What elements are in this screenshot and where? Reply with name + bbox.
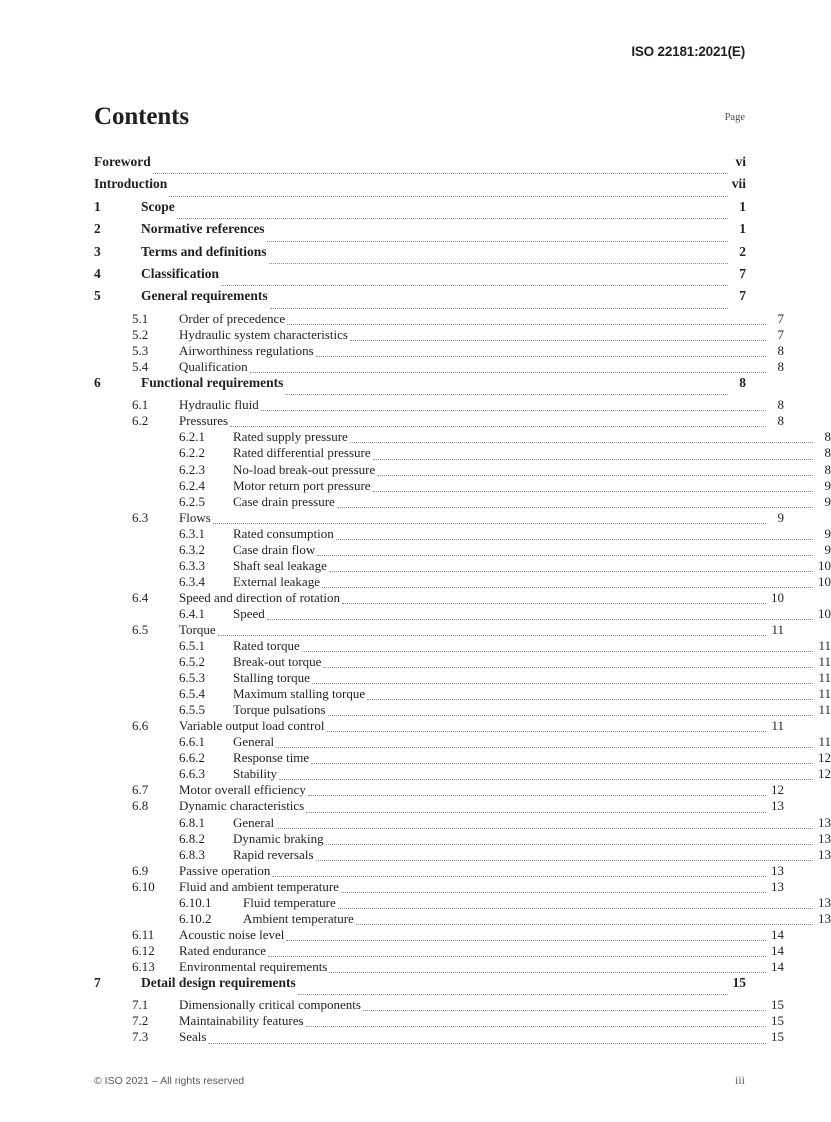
toc-entry-page-number: 15 [771, 1029, 784, 1045]
toc-entry-label: Seals [179, 1029, 207, 1045]
toc-entry-label: Rapid reversals [233, 846, 314, 862]
toc-entry-page-number: 8 [777, 397, 784, 413]
toc-dot-leader [279, 778, 813, 780]
toc-dot-leader [327, 730, 767, 732]
toc-entry-page-number: 1 [739, 221, 746, 237]
toc-dot-leader [350, 339, 766, 341]
toc-entry-6-2-4[interactable] [94, 478, 831, 494]
toc-entry-page-number: 14 [771, 942, 784, 958]
toc-entry-number: 6.6.1 [179, 734, 205, 750]
toc-entry-number: 7.3 [132, 1029, 149, 1045]
toc-entry-page-number: 11 [818, 702, 831, 718]
toc-entry-page-number: 11 [818, 638, 831, 654]
toc-dot-leader [326, 843, 813, 845]
toc-entry-label: Classification [141, 265, 220, 281]
toc-entry-7[interactable] [94, 975, 746, 997]
toc-entry-number: 2 [94, 221, 101, 237]
toc-entry-label: Break-out torque [233, 654, 322, 670]
toc-entry-number: 6.6.2 [179, 750, 205, 766]
toc-entry-6-2[interactable] [94, 413, 784, 429]
toc-entry-page-number: 11 [818, 734, 831, 750]
toc-entry-page-number: 8 [777, 342, 784, 358]
toc-entry-label: Case drain pressure [233, 493, 335, 509]
toc-entry-6-5-4[interactable] [94, 686, 831, 702]
toc-entry-6-3-4[interactable] [94, 574, 831, 590]
toc-entry-6-5-5[interactable] [94, 702, 831, 718]
toc-dot-leader [377, 474, 813, 476]
toc-entry-number: 6.8.2 [179, 830, 205, 846]
toc-entry-number: 6.8.1 [179, 814, 205, 830]
toc-entry-6-6-2[interactable] [94, 750, 831, 766]
toc-entry-page-number: 9 [824, 525, 831, 541]
toc-entry-label: General [233, 734, 275, 750]
toc-dot-leader [350, 441, 813, 443]
toc-dot-leader [363, 1009, 766, 1011]
toc-entry-page-number: 8 [777, 358, 784, 374]
toc-dot-leader [316, 355, 766, 357]
toc-entry-page-number: 12 [818, 766, 831, 782]
toc-entry-number: 6.2.2 [179, 445, 205, 461]
toc-entry-label: Motor return port pressure [233, 477, 371, 493]
toc-entry-6-7[interactable] [94, 782, 784, 798]
toc-entry-page-number: 11 [818, 686, 831, 702]
toc-entry-page-number: 8 [824, 461, 831, 477]
toc-entry-label: Order of precedence [179, 310, 286, 326]
toc-dot-leader [269, 262, 728, 264]
toc-entry-number: 6.10 [132, 878, 155, 894]
toc-entry-label: General requirements [141, 288, 268, 304]
toc-dot-leader [285, 393, 728, 395]
toc-entry-foreword[interactable] [94, 154, 746, 176]
toc-entry-label: Fluid and ambient temperature [179, 878, 339, 894]
toc-entry-6-1[interactable] [94, 397, 784, 413]
toc-entry-label: Torque pulsations [233, 702, 326, 718]
toc-entry-label: No-load break-out pressure [233, 461, 376, 477]
toc-entry-label: Shaft seal leakage [233, 557, 327, 573]
toc-entry-page-number: 10 [818, 573, 831, 589]
toc-dot-leader [272, 875, 766, 877]
toc-dot-leader [287, 323, 766, 325]
toc-entry-6-2-3[interactable] [94, 462, 831, 478]
toc-entry-label: Rated torque [233, 638, 300, 654]
toc-entry-number: 6.12 [132, 942, 155, 958]
toc-dot-leader [286, 939, 766, 941]
toc-entry-number: 6.8.3 [179, 846, 205, 862]
toc-entry-label: Dynamic characteristics [179, 798, 305, 814]
folio-number: iii [734, 1073, 745, 1087]
toc-entry-label: Acoustic noise level [179, 926, 285, 942]
toc-entry-number: 6.3.3 [179, 557, 205, 573]
toc-entry-page-number: 15 [771, 1013, 784, 1029]
toc-entry-6-8[interactable] [94, 798, 784, 814]
toc-entry-number: 3 [94, 243, 101, 259]
contents-title-row [94, 104, 745, 129]
toc-entry-page-number: 1 [739, 198, 746, 214]
toc-entry-page-number: 10 [818, 605, 831, 621]
toc-entry-6-3-1[interactable] [94, 526, 831, 542]
toc-dot-leader [250, 371, 766, 373]
toc-dot-leader [312, 682, 813, 684]
toc-entry-page-number: 8 [824, 445, 831, 461]
page-column-header: Page [724, 112, 745, 123]
toc-entry-label: Dimensionally critical components [179, 997, 361, 1013]
toc-dot-leader [356, 923, 813, 925]
toc-entry-label: Ambient temperature [243, 910, 354, 926]
toc-entry-number: 6.2 [132, 413, 149, 429]
toc-entry-label: Case drain flow [233, 541, 316, 557]
toc-entry-6-2-1[interactable] [94, 429, 831, 445]
toc-entry-number: 6.2.5 [179, 493, 205, 509]
toc-dot-leader [336, 538, 813, 540]
toc-entry-page-number: 8 [777, 413, 784, 429]
toc-entry-label: Motor overall efficiency [179, 782, 306, 798]
toc-entry-number: 6 [94, 374, 101, 390]
toc-entry-page-number: vii [731, 176, 746, 192]
toc-entry-label: Speed [233, 605, 265, 621]
toc-entry-6-6-1[interactable] [94, 734, 831, 750]
toc-dot-leader [276, 746, 813, 748]
toc-entry-6-10-2[interactable] [94, 911, 831, 927]
table-of-contents [94, 154, 831, 1046]
toc-entry-page-number: 10 [771, 589, 784, 605]
toc-entry-label: Pressures [179, 413, 229, 429]
toc-entry-number: 4 [94, 265, 101, 281]
toc-entry-6-11[interactable] [94, 927, 784, 943]
toc-entry-page-number: 15 [771, 997, 784, 1013]
toc-entry-5-4[interactable] [94, 359, 784, 375]
toc-entry-label: Terms and definitions [141, 243, 267, 259]
toc-dot-leader [338, 907, 813, 909]
toc-dot-leader [270, 307, 728, 309]
toc-entry-number: 5.4 [132, 358, 149, 374]
toc-entry-6-8-1[interactable] [94, 815, 831, 831]
toc-dot-leader [373, 490, 813, 492]
toc-entry-number: 6.10.2 [179, 910, 212, 926]
toc-entry-label: Maintainability features [179, 1013, 304, 1029]
toc-entry-number: 6.2.3 [179, 461, 205, 477]
toc-entry-introduction[interactable] [94, 176, 746, 198]
toc-entry-number: 6.3.2 [179, 541, 205, 557]
toc-entry-6-8-2[interactable] [94, 831, 831, 847]
toc-dot-leader [221, 284, 728, 286]
toc-entry-label: Rated supply pressure [233, 429, 348, 445]
toc-entry-label: Rated endurance [179, 942, 266, 958]
toc-dot-leader [328, 714, 813, 716]
toc-entry-number: 7.1 [132, 997, 149, 1013]
toc-entry-number: 5.1 [132, 310, 149, 326]
toc-entry-number: 6.5.2 [179, 654, 205, 670]
toc-entry-page-number: 12 [771, 782, 784, 798]
toc-entry-page-number: 7 [777, 310, 784, 326]
toc-entry-4[interactable] [94, 266, 746, 288]
toc-entry-label: Rated differential pressure [233, 445, 371, 461]
toc-dot-leader [308, 794, 766, 796]
toc-entry-label: Normative references [141, 221, 265, 237]
toc-dot-leader [276, 827, 813, 829]
toc-dot-leader [367, 698, 813, 700]
toc-entry-number: 6.1 [132, 397, 149, 413]
toc-dot-leader [261, 409, 766, 411]
toc-dot-leader [311, 762, 813, 764]
toc-entry-2[interactable] [94, 221, 746, 243]
toc-entry-number: 6.5.5 [179, 702, 205, 718]
toc-entry-label: Hydraulic fluid [179, 397, 259, 413]
toc-entry-page-number: 11 [818, 670, 831, 686]
toc-dot-leader [329, 570, 813, 572]
toc-entry-label: Functional requirements [141, 374, 284, 390]
toc-entry-6-10[interactable] [94, 879, 784, 895]
toc-entry-label: Passive operation [179, 862, 271, 878]
toc-entry-page-number: 10 [818, 557, 831, 573]
toc-entry-label: External leakage [233, 573, 320, 589]
toc-entry-page-number: 7 [739, 265, 746, 281]
toc-dot-leader [329, 971, 766, 973]
toc-entry-page-number: 13 [818, 830, 831, 846]
toc-entry-7-3[interactable] [94, 1029, 784, 1045]
running-header-standard-ref: ISO 22181:2021(E) [631, 44, 745, 59]
toc-entry-number: 6.2.4 [179, 477, 205, 493]
toc-entry-number: 5.3 [132, 342, 149, 358]
toc-entry-page-number: 13 [818, 814, 831, 830]
toc-dot-leader [230, 425, 766, 427]
toc-entry-page-number: 9 [824, 493, 831, 509]
toc-entry-label: Foreword [94, 154, 151, 169]
toc-entry-number: 6.3 [132, 509, 149, 525]
toc-entry-number: 6.5.3 [179, 670, 205, 686]
toc-entry-number: 5.2 [132, 326, 149, 342]
toc-entry-page-number: 13 [818, 846, 831, 862]
toc-entry-6-5-3[interactable] [94, 670, 831, 686]
toc-dot-leader [177, 217, 728, 219]
toc-dot-leader [306, 1025, 766, 1027]
toc-entry-label: Response time [233, 750, 310, 766]
toc-entry-7-1[interactable] [94, 997, 784, 1013]
toc-entry-1[interactable] [94, 199, 746, 221]
toc-entry-page-number: 13 [818, 910, 831, 926]
toc-entry-page-number: 9 [824, 541, 831, 557]
page-footer [94, 1073, 745, 1088]
toc-entry-page-number: 15 [732, 975, 746, 990]
toc-entry-page-number: 8 [824, 429, 831, 445]
toc-entry-number: 6.3.4 [179, 573, 205, 589]
toc-entry-6-4-1[interactable] [94, 606, 831, 622]
toc-entry-number: 7 [94, 975, 101, 990]
toc-entry-6-5[interactable] [94, 622, 784, 638]
toc-dot-leader [302, 650, 813, 652]
toc-dot-leader [218, 634, 766, 636]
toc-dot-leader [317, 554, 813, 556]
toc-entry-page-number: 2 [739, 243, 746, 259]
toc-entry-page-number: 7 [739, 288, 746, 304]
toc-entry-number: 6.5 [132, 621, 149, 637]
toc-entry-label: Qualification [179, 358, 248, 374]
toc-entry-6-9[interactable] [94, 863, 784, 879]
toc-entry-6-10-1[interactable] [94, 895, 831, 911]
toc-dot-leader [341, 891, 766, 893]
toc-entry-page-number: 14 [771, 926, 784, 942]
toc-entry-6-2-2[interactable] [94, 445, 831, 461]
toc-entry-page-number: 14 [771, 958, 784, 974]
toc-dot-leader [267, 240, 728, 242]
toc-dot-leader [323, 666, 813, 668]
toc-entry-page-number: 9 [777, 509, 784, 525]
toc-entry-number: 7.2 [132, 1013, 149, 1029]
toc-entry-6-2-5[interactable] [94, 494, 831, 510]
toc-entry-6-6-3[interactable] [94, 766, 831, 782]
toc-entry-6-13[interactable] [94, 959, 784, 975]
toc-entry-label: Environmental requirements [179, 958, 328, 974]
toc-entry-number: 6.6 [132, 718, 149, 734]
copyright-notice: © ISO 2021 – All rights reserved [94, 1075, 245, 1087]
toc-entry-number: 6.5.1 [179, 638, 205, 654]
toc-entry-number: 6.9 [132, 862, 149, 878]
toc-entry-page-number: vi [735, 154, 746, 169]
toc-entry-number: 6.11 [132, 926, 155, 942]
toc-entry-number: 6.8 [132, 798, 149, 814]
toc-entry-label: Rated consumption [233, 525, 334, 541]
toc-entry-label: Speed and direction of rotation [179, 589, 341, 605]
toc-entry-label: Flows [179, 509, 211, 525]
toc-entry-page-number: 13 [771, 798, 784, 814]
toc-entry-number: 5 [94, 288, 101, 304]
toc-entry-label: Fluid temperature [243, 894, 336, 910]
toc-entry-number: 6.10.1 [179, 894, 212, 910]
toc-entry-number: 6.3.1 [179, 525, 205, 541]
toc-entry-page-number: 12 [818, 750, 831, 766]
toc-entry-label: Variable output load control [179, 718, 325, 734]
toc-entry-number: 6.13 [132, 958, 155, 974]
toc-entry-6-3-2[interactable] [94, 542, 831, 558]
toc-dot-leader [268, 955, 766, 957]
toc-entry-6-3[interactable] [94, 510, 784, 526]
toc-entry-5-3[interactable] [94, 343, 784, 359]
toc-entry-number: 1 [94, 198, 101, 214]
toc-dot-leader [337, 506, 813, 508]
toc-entry-label: Stalling torque [233, 670, 310, 686]
toc-entry-number: 6.5.4 [179, 686, 205, 702]
toc-entry-5-2[interactable] [94, 327, 784, 343]
toc-dot-leader [306, 811, 766, 813]
toc-entry-6-12[interactable] [94, 943, 784, 959]
toc-entry-page-number: 13 [818, 894, 831, 910]
toc-entry-6-5-2[interactable] [94, 654, 831, 670]
toc-entry-page-number: 13 [771, 862, 784, 878]
toc-entry-label: Detail design requirements [141, 975, 296, 990]
toc-entry-page-number: 11 [771, 621, 784, 637]
toc-entry-label: Scope [141, 198, 175, 214]
toc-entry-page-number: 9 [824, 477, 831, 493]
toc-dot-leader [373, 458, 813, 460]
toc-entry-number: 6.6.3 [179, 766, 205, 782]
toc-entry-3[interactable] [94, 244, 746, 266]
toc-entry-6-6[interactable] [94, 718, 784, 734]
toc-entry-page-number: 7 [777, 326, 784, 342]
toc-dot-leader [208, 1042, 766, 1044]
toc-entry-page-number: 8 [739, 374, 746, 390]
toc-entry-6-4[interactable] [94, 590, 784, 606]
page-title: Contents [94, 103, 190, 130]
toc-dot-leader [342, 602, 766, 604]
toc-entry-number: 6.4 [132, 589, 149, 605]
toc-entry-6-5-1[interactable] [94, 638, 831, 654]
toc-entry-label: General [233, 814, 275, 830]
toc-dot-leader [153, 172, 728, 174]
toc-entry-label: Introduction [94, 176, 168, 192]
toc-dot-leader [298, 993, 728, 995]
toc-entry-6-8-3[interactable] [94, 847, 831, 863]
toc-entry-label: Stability [233, 766, 278, 782]
toc-dot-leader [169, 195, 728, 197]
toc-dot-leader [322, 586, 813, 588]
toc-entry-label: Hydraulic system characteristics [179, 326, 348, 342]
toc-entry-page-number: 11 [771, 718, 784, 734]
toc-dot-leader [267, 618, 813, 620]
toc-entry-number: 6.7 [132, 782, 149, 798]
toc-entry-5[interactable] [94, 288, 746, 310]
toc-entry-6[interactable] [94, 375, 746, 397]
toc-entry-6-3-3[interactable] [94, 558, 831, 574]
toc-entry-page-number: 13 [771, 878, 784, 894]
toc-entry-label: Torque [179, 621, 216, 637]
toc-dot-leader [213, 522, 766, 524]
toc-entry-5-1[interactable] [94, 311, 784, 327]
toc-entry-number: 6.4.1 [179, 605, 205, 621]
toc-entry-label: Dynamic braking [233, 830, 324, 846]
toc-dot-leader [316, 859, 813, 861]
toc-entry-page-number: 11 [818, 654, 831, 670]
toc-entry-label: Maximum stalling torque [233, 686, 366, 702]
toc-entry-number: 6.2.1 [179, 429, 205, 445]
toc-entry-7-2[interactable] [94, 1013, 784, 1029]
toc-entry-label: Airworthiness regulations [179, 342, 314, 358]
